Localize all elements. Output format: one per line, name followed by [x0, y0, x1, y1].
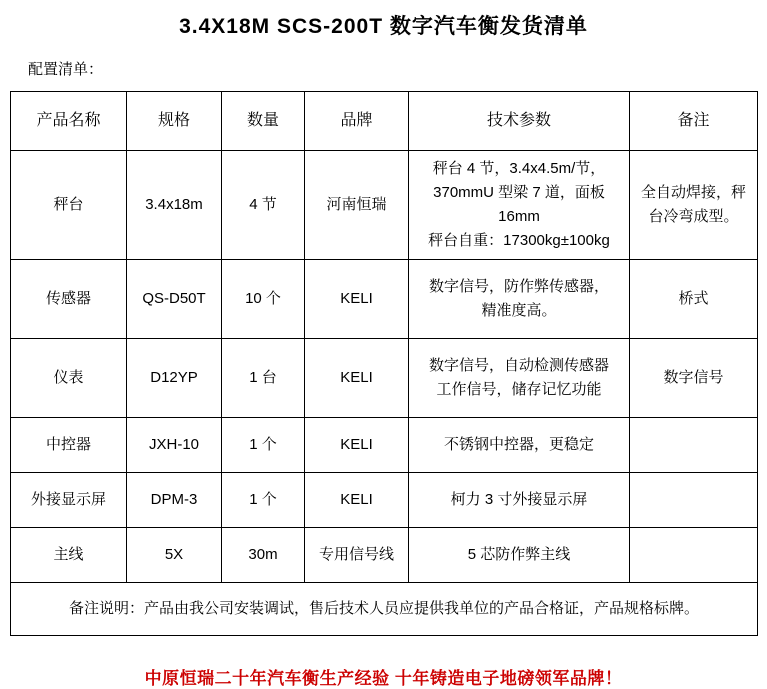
table-row	[11, 260, 758, 339]
column-header-brand: 品牌	[305, 92, 409, 151]
cell-spec: JXH-10	[127, 418, 222, 473]
table-footnote-row	[11, 583, 758, 636]
cell-product-name: 秤台	[11, 151, 127, 260]
column-header-remarks: 备注	[630, 92, 758, 151]
cell-spec: 5X	[127, 528, 222, 583]
table-row	[11, 339, 758, 418]
tech-line: 秤台 4 节，3.4x4.5m/节，	[432, 160, 606, 177]
cell-product-name: 仪表	[11, 339, 127, 418]
cell-tech-params: 5 芯防作弊主线	[409, 528, 630, 583]
cell-remarks	[630, 473, 758, 528]
cell-product-name: 传感器	[11, 260, 127, 339]
cell-remarks: 桥式	[630, 260, 758, 339]
cell-spec: QS-D50T	[127, 260, 222, 339]
cell-spec: D12YP	[127, 339, 222, 418]
cell-tech-params	[409, 151, 630, 260]
cell-tech-params: 柯力 3 寸外接显示屏	[409, 473, 630, 528]
config-list-label: 配置清单：	[28, 61, 104, 78]
table-header-row	[11, 92, 758, 151]
cell-quantity: 30m	[222, 528, 305, 583]
cell-product-name: 主线	[11, 528, 127, 583]
spec-table	[10, 91, 758, 636]
table-row	[11, 528, 758, 583]
cell-brand: KELI	[305, 473, 409, 528]
cell-brand: KELI	[305, 260, 409, 339]
cell-quantity: 1 个	[222, 473, 305, 528]
cell-tech-params: 不锈钢中控器，更稳定	[409, 418, 630, 473]
table-row	[11, 473, 758, 528]
column-header-quantity: 数量	[222, 92, 305, 151]
cell-product-name: 中控器	[11, 418, 127, 473]
remark-line: 台冷弯成型。	[648, 208, 739, 225]
cell-quantity: 1 个	[222, 418, 305, 473]
tech-line: 精准度高。	[481, 302, 557, 319]
cell-quantity: 4 节	[222, 151, 305, 260]
footnote-text: 备注说明：产品由我公司安装调试，售后技术人员应提供我单位的产品合格证，产品规格标牌。	[11, 583, 758, 636]
cell-remarks	[630, 151, 758, 260]
column-header-tech-params: 技术参数	[409, 92, 630, 151]
company-slogan: 中原恒瑞二十年汽车衡生产经验 十年铸造电子地磅领军品牌！	[144, 669, 623, 688]
tech-line: 秤台自重：17300kg±100kg	[428, 232, 610, 249]
cell-brand: KELI	[305, 418, 409, 473]
column-header-spec: 规格	[127, 92, 222, 151]
tech-line: 工作信号，储存记忆功能	[436, 381, 602, 398]
cell-brand: 河南恒瑞	[305, 151, 409, 260]
spec-table-container	[0, 91, 767, 636]
tech-line: 数字信号，防作弊传感器，	[428, 278, 609, 295]
cell-spec: 3.4x18m	[127, 151, 222, 260]
table-row	[11, 151, 758, 260]
cell-quantity: 1 台	[222, 339, 305, 418]
cell-remarks	[630, 528, 758, 583]
cell-remarks: 数字信号	[630, 339, 758, 418]
cell-tech-params	[409, 339, 630, 418]
table-row	[11, 418, 758, 473]
tech-line: 370mmU 型梁 7 道，面板 16mm	[433, 184, 605, 225]
remark-line: 全自动焊接，秤	[640, 184, 746, 201]
cell-product-name: 外接显示屏	[11, 473, 127, 528]
cell-brand: KELI	[305, 339, 409, 418]
cell-brand: 专用信号线	[305, 528, 409, 583]
column-header-product-name: 产品名称	[11, 92, 127, 151]
page-title: 3.4X18M SCS-200T 数字汽车衡发货清单	[179, 15, 588, 38]
cell-spec: DPM-3	[127, 473, 222, 528]
cell-remarks	[630, 418, 758, 473]
cell-quantity: 10 个	[222, 260, 305, 339]
cell-tech-params	[409, 260, 630, 339]
tech-line: 数字信号，自动检测传感器	[428, 357, 609, 374]
